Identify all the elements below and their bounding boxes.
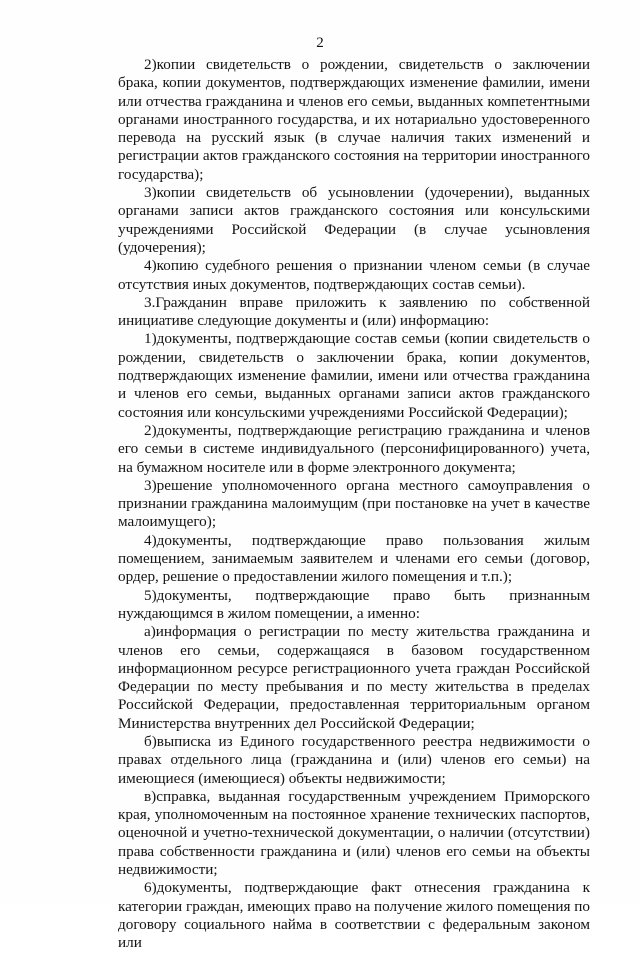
paragraph-item-3-low-income-decision: 3)решение уполномоченного органа местного самоуправления о признании гражданина малоимущим (при постановке на учет в качестве малоимущего); [118,476,590,531]
document-body [118,56,590,953]
paragraph-item-5-housing-need: 5)документы, подтверждающие право быть признанным нуждающимся в жилом помещении, а именно: [118,586,590,622]
paragraph-item-2-birth-certificates: 2)копии свидетельств о рождении, свидетельств о заключении брака, копии документов, подтверждающих изменение фамилии, имени или отчества гражданина и членов его семьи, выданных компетентными органами иностранного государства, и их нотариально удостоверенного перевода на русский язык (в случае наличия таких изменений и регистрации актов гражданского состояния на территории иностранного государства); [118,56,590,183]
paragraph-subitem-a-residence-info: а)информация о регистрации по месту жительства гражданина и членов его семьи, содержащаяся в базовом государственном информационном ресурсе регистрационного учета граждан Российской Федерации по месту пребывания и по месту жительства в пределах Российской Федерации, предоставленная территориальным органом Министерства внутренних дел Российской Федерации; [118,623,590,732]
paragraph-subitem-v-technical-certificate: в)справка, выданная государственным учреждением Приморского края, уполномоченным на постоянное хранение технических паспортов, оценочной и учетно-технической документации, о наличии (отсутствии) права собственности гражданина и (или) членов его семьи на объекты недвижимости; [118,787,590,879]
paragraph-item-6-category-documents: 6)документы, подтверждающие факт отнесения гражданина к категории граждан, имеющих право на получение жилого помещения по договору социального найма в соответствии с федеральным законом или [118,879,590,952]
paragraph-item-4-right-of-use: 4)документы, подтверждающие право пользования жилым помещением, занимаемым заявителем и членами его семьи (договор, ордер, решение о предоставлении жилого помещения и т.п.); [118,531,590,586]
paragraph-item-1-family-composition: 1)документы, подтверждающие состав семьи (копии свидетельств о рождении, свидетельств о заключении брака, копии документов, подтверждающих изменение фамилии, имени или отчества гражданина и членов его семьи, выданных органами записи актов гражданского состояния или консульскими учреждениями Российской Федерации); [118,330,590,421]
paragraph-item-2-registration: 2)документы, подтверждающие регистрацию гражданина и членов его семьи в системе индивидуального (персонифицированного) учета, на бумажном носителе или в форме электронного документа; [118,421,590,476]
paragraph-item-4-court-decision: 4)копию судебного решения о признании членом семьи (в случае отсутствия иных документов, подтверждающих состав семьи). [118,257,590,293]
page-number: 2 [316,35,324,51]
paragraph-item-3-adoption-certificates: 3)копии свидетельств об усыновлении (удочерении), выданных органами записи актов гражданского состояния или консульскими учреждениями Российской Федерации (в случае усыновления (удочерения); [118,184,590,256]
paragraph-section-3-own-initiative: 3.Гражданин вправе приложить к заявлению по собственной инициативе следующие документы и (или) информацию: [118,293,590,330]
paragraph-subitem-b-registry-extract: б)выписка из Единого государственного реестра недвижимости о правах отдельного лица (гражданина и (или) членов его семьи) на имеющиеся (имеющиеся) объекты недвижимости; [118,732,590,787]
